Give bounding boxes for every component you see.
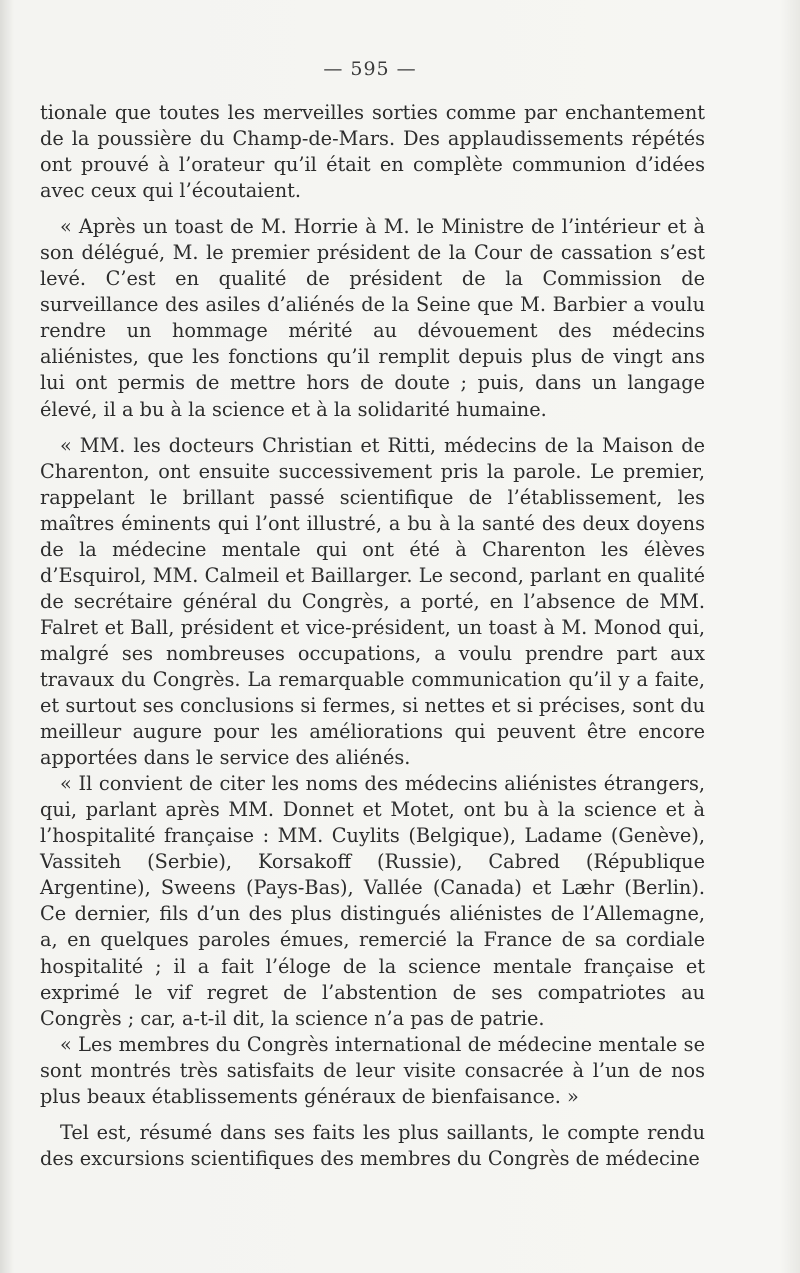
page-number: — 595 — — [323, 58, 417, 80]
body-text — [40, 100, 705, 1172]
paragraph-3: « MM. les docteurs Christian et Ritti, médecins de la Maison de Charenton, ont ensuite successivement pris la parole. Le premier, rappelant le brillant passé scientifique de l’établissement, les maîtres éminents qui l’ont illustré, a bu à la santé des deux doyens de la médecine mentale qui ont été à Charenton les élèves d’Esquirol, MM. Calmeil et Baillarger. Le second, parlant en qualité de secrétaire général du Congrès, a porté, en l’absence de MM. Falret et Ball, président et vice-président, un toast à M. Monod qui, malgré ses nombreuses occupations, a voulu prendre part aux travaux du Congrès. La remarquable communication qu’il y a faite, et surtout ses conclusions si fermes, si nettes et si précises, sont du meilleur augure pour les améliorations qui peuvent être encore apportées dans le service des aliénés. — [40, 433, 705, 770]
paragraph-6: Tel est, résumé dans ses faits les plus saillants, le compte rendu des excursions scientifiques des membres du Congrès de médecine — [40, 1120, 705, 1170]
paragraph-4: « Il convient de citer les noms des médecins aliénistes étrangers, qui, parlant après MM. Donnet et Motet, ont bu à la science et à l’hospitalité française : MM. Cuylits (Belgique), Ladame (Genève), Vassiteh (Serbie), Korsakoff (Russie), Cabred (République Argentine), Sweens (Pays-Bas), Vallée (Canada) et Læhr (Berlin). Ce dernier, fils d’un des plus distingués aliénistes de l’Allemagne, a, en quelques paroles émues, remercié la France de sa cordiale hospitalité ; il a fait l’éloge de la science mentale française et exprimé le vif regret de l’abstention de ses compatriotes au Congrès ; car, a-t-il dit, la science n’a pas de patrie. — [40, 772, 705, 1030]
paragraph-2: « Après un toast de M. Horrie à M. le Ministre de l’intérieur et à son délégué, M. le premier président de la Cour de cassation s’est levé. C’est en qualité de président de la Commission de surveillance des asiles d’aliénés de la Seine que M. Barbier a voulu rendre un hommage mérité au dévouement des médecins aliénistes, que les fonctions qu’il remplit depuis plus de vingt ans lui ont permis de mettre hors de doute ; puis, dans un langage élevé, il a bu à la science et à la solidarité humaine. — [40, 215, 705, 421]
paragraph-5: « Les membres du Congrès international de médecine mentale se sont montrés très satisfaits de leur visite consacrée à l’un de nos plus beaux établissements généraux de bienfaisance. » — [40, 1032, 705, 1108]
paragraph-1: tionale que toutes les merveilles sorties comme par enchantement de la poussière du Champ-de-Mars. Des applaudissements répétés ont prouvé à l’orateur qu’il était en complète communion d’idées avec ceux qui l’écoutaient. — [40, 101, 705, 203]
